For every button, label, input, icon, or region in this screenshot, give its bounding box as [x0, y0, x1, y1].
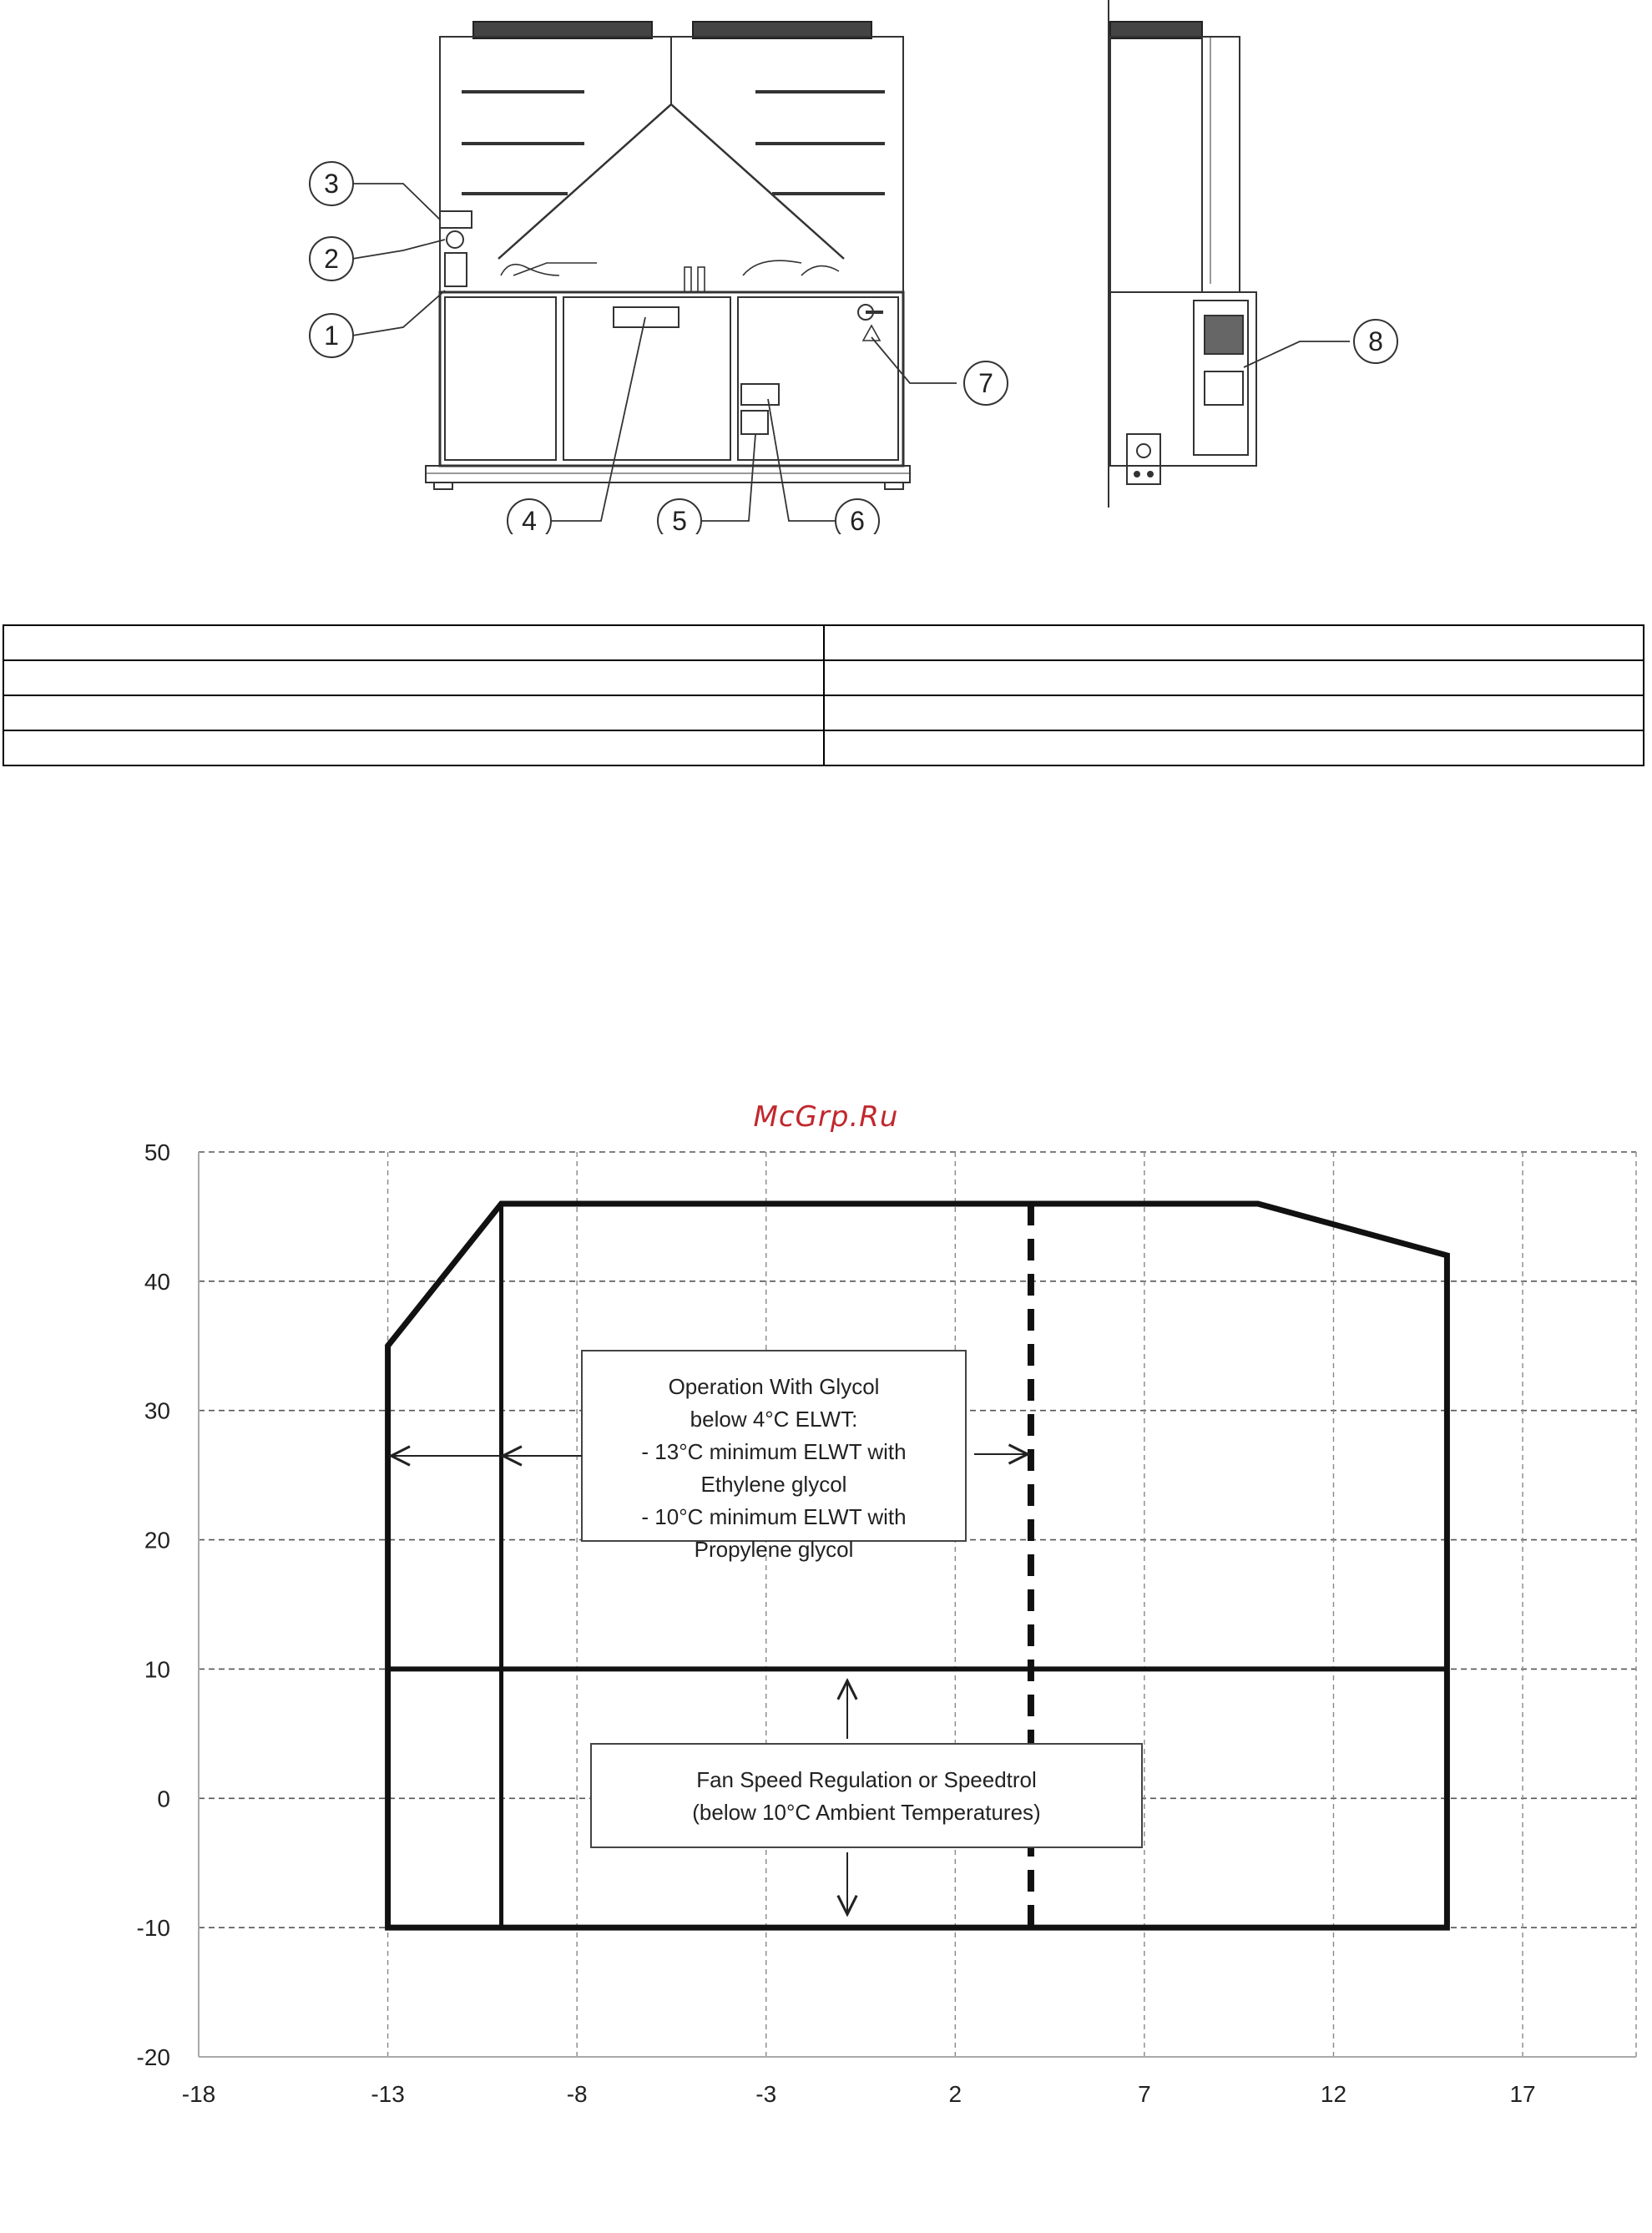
callout-4	[508, 499, 551, 534]
y-tick-label: -10	[136, 1915, 170, 1942]
glycol-note-line: - 10°C minimum ELWT with	[641, 1504, 907, 1529]
x-tick-label: 17	[1509, 2081, 1536, 2107]
x-tick-label: -18	[181, 2081, 216, 2107]
base-frame	[426, 466, 910, 482]
label-5-plate	[741, 411, 768, 434]
y-tick-label: 50	[144, 1139, 170, 1165]
front-view	[426, 22, 910, 489]
x-tick-label: 7	[1138, 2081, 1151, 2107]
callout-5-label: 5	[672, 506, 687, 534]
callout-1-label: 1	[324, 321, 339, 351]
x-tick-label: 2	[948, 2081, 962, 2107]
panel-right	[738, 297, 898, 460]
y-tick-label: 40	[144, 1268, 170, 1295]
glycol-note-line: below 4°C ELWT:	[690, 1407, 858, 1432]
x-tick-label: -13	[371, 2081, 405, 2107]
table-row	[3, 695, 1644, 730]
callout-7-label: 7	[978, 368, 993, 398]
watermark: McGrp.Ru	[753, 1100, 899, 1134]
x-tick-label: -8	[566, 2081, 588, 2107]
label-2-plate	[447, 231, 463, 248]
callout-3	[310, 162, 353, 205]
v-coil-left	[498, 104, 671, 259]
label-8-plate	[1205, 371, 1243, 405]
unit-drawing	[0, 0, 1652, 534]
callout-6	[836, 499, 879, 534]
callout-6-label: 6	[850, 506, 865, 534]
table-cell	[824, 695, 1644, 730]
v-coil-right	[671, 104, 844, 259]
glycol-note-line: Operation With Glycol	[668, 1374, 880, 1399]
glycol-note-line: Ethylene glycol	[700, 1472, 847, 1497]
callout-7	[964, 361, 1008, 405]
table-cell	[824, 625, 1644, 660]
callout-8	[1354, 320, 1397, 363]
lower-cabinet	[440, 292, 903, 466]
leader-lines	[352, 184, 1350, 521]
y-tick-label: 20	[144, 1527, 170, 1554]
table-cell	[3, 730, 824, 765]
callout-2	[310, 237, 353, 280]
fan-speed-note-line: Fan Speed Regulation or Speedtrol	[696, 1767, 1037, 1792]
operating-envelope-chart	[0, 1119, 1652, 2120]
callout-2-label: 2	[324, 244, 339, 274]
callout-8-label: 8	[1368, 326, 1383, 356]
table-row	[3, 730, 1644, 765]
table-cell	[824, 730, 1644, 765]
table-cell	[3, 660, 824, 695]
x-tick-label: -3	[755, 2081, 777, 2107]
label-6-plate	[741, 384, 779, 405]
panel-middle	[563, 297, 730, 460]
glycol-note-line: Propylene glycol	[694, 1537, 854, 1562]
vent-grille	[1205, 316, 1243, 354]
fan-speed-note-line: (below 10°C Ambient Temperatures)	[692, 1800, 1041, 1825]
glycol-note-line: - 13°C minimum ELWT with	[641, 1439, 907, 1464]
callout-5	[658, 499, 701, 534]
label-4-plate	[614, 307, 679, 327]
x-tick-label: 12	[1320, 2081, 1347, 2107]
piping	[501, 260, 839, 292]
table-cell	[3, 625, 824, 660]
label-1-plate	[445, 253, 467, 286]
callout-1	[310, 314, 353, 357]
y-tick-label: -20	[136, 2044, 170, 2070]
table-cell	[3, 695, 824, 730]
y-tick-label: 30	[144, 1397, 170, 1424]
side-view	[1109, 0, 1256, 508]
legend-table	[3, 624, 1644, 766]
table-row	[3, 625, 1644, 660]
label-3-plate	[440, 211, 472, 228]
table-row	[3, 660, 1644, 695]
callout-4-label: 4	[522, 506, 537, 534]
fan-speed-note-box	[591, 1744, 1142, 1847]
main-switch-icon	[858, 305, 883, 320]
callout-3-label: 3	[324, 169, 339, 199]
y-tick-label: 0	[157, 1786, 170, 1812]
y-tick-label: 10	[144, 1656, 170, 1683]
side-coil-housing	[1110, 37, 1202, 292]
panel-left	[445, 297, 556, 460]
table-cell	[824, 660, 1644, 695]
